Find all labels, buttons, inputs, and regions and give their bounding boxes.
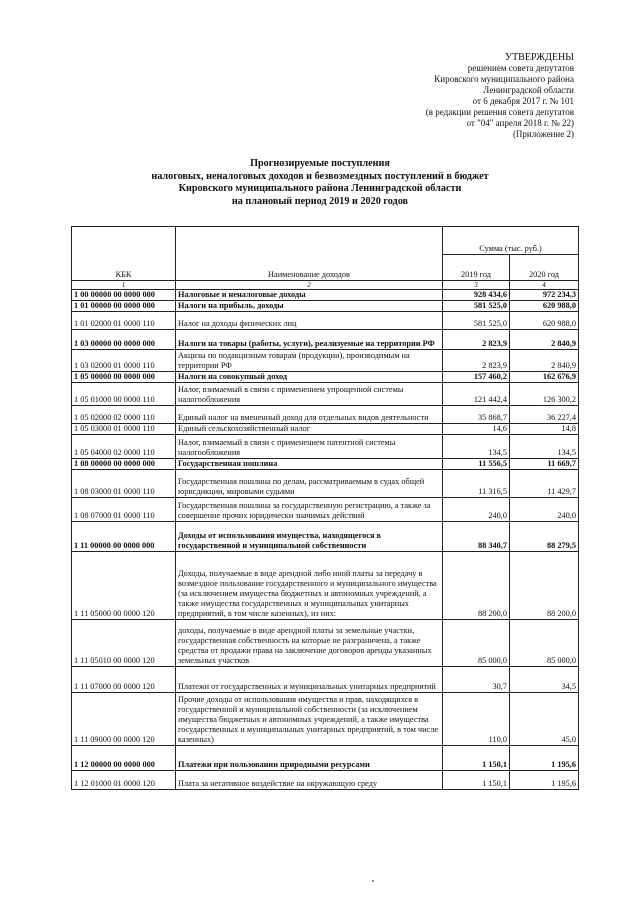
revenue-name-cell: Акцизы по подакцизным товарам (продукции), производимым на территории РФ [176, 350, 443, 372]
table-row [72, 693, 579, 746]
approval-line: Кировского муниципального района [434, 74, 574, 84]
column-index: 2 [176, 281, 443, 290]
header-year-2019: 2019 год [443, 255, 510, 281]
table-row [72, 372, 579, 383]
revenue-name-cell: Налоговые и неналоговые доходы [176, 290, 443, 301]
kbk-cell: 1 03 02000 01 0000 110 [72, 350, 176, 372]
table-row [72, 312, 579, 330]
approval-line: от "04" апреля 2018 г. № 22) [466, 118, 574, 128]
amount-2019-cell: 11 316,5 [443, 470, 510, 498]
revenue-name-cell: Прочие доходы от использования имущества и прав, находящихся в государственной и муниципальной собственности (за исключением имущества бюджетных и автономных учреждений, а также имущества государственных и муниципальных унитарных предприятий, в том числе казенных) [176, 693, 443, 746]
amount-2019-cell: 85 000,0 [443, 620, 510, 667]
approval-line: (в редакции решения совета депутатов [425, 107, 574, 117]
table-row [72, 620, 579, 667]
amount-2020-cell: 14,8 [510, 424, 579, 435]
column-index-row [72, 281, 579, 290]
approval-stamp [314, 52, 574, 140]
amount-2020-cell: 34,5 [510, 667, 579, 693]
revenue-name-cell: Платежи от государственных и муниципальных унитарных предприятий [176, 667, 443, 693]
revenue-name-cell: Плата за негативное воздействие на окружающую среду [176, 771, 443, 790]
amount-2019-cell: 240,0 [443, 498, 510, 522]
kbk-cell: 1 12 01000 01 0000 120 [72, 771, 176, 790]
amount-2019-cell: 2 823,9 [443, 350, 510, 372]
header-kbk: КБК [72, 227, 176, 281]
kbk-cell: 1 05 04000 02 0000 110 [72, 435, 176, 459]
amount-2020-cell: 36 227,4 [510, 406, 579, 424]
approval-line: решением совета депутатов [467, 63, 574, 73]
kbk-cell: 1 08 03000 01 0000 110 [72, 470, 176, 498]
kbk-cell: 1 05 03000 01 0000 110 [72, 424, 176, 435]
kbk-cell: 1 11 05000 00 0000 120 [72, 552, 176, 620]
table-row [72, 383, 579, 406]
kbk-cell: 1 11 00000 00 0000 000 [72, 522, 176, 552]
revenue-name-cell: Налоги на товары (работы, услуги), реализуемые на территории РФ [176, 330, 443, 350]
revenue-name-cell: Налог на доходы физических лиц [176, 312, 443, 330]
amount-2019-cell: 1 150,1 [443, 771, 510, 790]
amount-2020-cell: 620 988,0 [510, 312, 579, 330]
revenue-name-cell: Доходы от использования имущества, находящегося в государственной и муниципальной собственности [176, 522, 443, 552]
table-row [72, 522, 579, 552]
kbk-cell: 1 11 05010 00 0000 120 [72, 620, 176, 667]
kbk-cell: 1 01 02000 01 0000 110 [72, 312, 176, 330]
column-index: 1 [72, 281, 176, 290]
amount-2019-cell: 110,0 [443, 693, 510, 746]
revenue-name-cell: Налоги на совокупный доход [176, 372, 443, 383]
kbk-cell: 1 12 00000 00 0000 000 [72, 746, 176, 771]
amount-2020-cell: 162 676,9 [510, 372, 579, 383]
amount-2020-cell: 11 429,7 [510, 470, 579, 498]
table-row [72, 667, 579, 693]
revenue-name-cell: Налоги на прибыль, доходы [176, 301, 443, 312]
title-line: налоговых, неналоговых доходов и безвозмездных поступлений в бюджет [151, 170, 489, 182]
amount-2019-cell: 11 556,5 [443, 459, 510, 470]
amount-2019-cell: 35 868,7 [443, 406, 510, 424]
revenue-name-cell: Платежи при пользовании природными ресурсами [176, 746, 443, 771]
revenue-name-cell: Налог, взимаемый в связи с применением патентной системы налогообложения [176, 435, 443, 459]
table-row [72, 459, 579, 470]
table-row [72, 406, 579, 424]
kbk-cell: 1 05 01000 00 0000 110 [72, 383, 176, 406]
table-row [72, 771, 579, 790]
revenue-name-cell: Государственная пошлина [176, 459, 443, 470]
amount-2019-cell: 134,5 [443, 435, 510, 459]
amount-2020-cell: 620 988,0 [510, 301, 579, 312]
amount-2020-cell: 2 840,9 [510, 350, 579, 372]
kbk-cell: 1 05 00000 00 0000 000 [72, 372, 176, 383]
revenue-table [71, 226, 579, 790]
amount-2019-cell: 157 460,2 [443, 372, 510, 383]
revenue-name-cell: Доходы, получаемые в виде арендной либо иной платы за передачу в возмездное пользование государственного и муниципального имущества (за исключением имущества бюджетных и автономных учреждений, а также имущества государственных и муниципальных унитарных предприятий, в том числе казенных), из них: [176, 552, 443, 620]
table-row [72, 498, 579, 522]
amount-2020-cell: 85 000,0 [510, 620, 579, 667]
approval-line: Ленинградской области [483, 85, 574, 95]
table-row [72, 746, 579, 771]
kbk-cell: 1 11 07000 00 0000 120 [72, 667, 176, 693]
amount-2020-cell: 11 669,7 [510, 459, 579, 470]
approval-line: (Приложение 2) [512, 129, 574, 139]
kbk-cell: 1 03 00000 00 0000 000 [72, 330, 176, 350]
title-line: Кировского муниципального района Ленинградской области [178, 183, 462, 194]
kbk-cell: 1 11 09000 00 0000 120 [72, 693, 176, 746]
amount-2019-cell: 928 434,6 [443, 290, 510, 301]
scan-speck [372, 880, 374, 882]
amount-2020-cell: 126 300,2 [510, 383, 579, 406]
table-row [72, 301, 579, 312]
document-title [0, 158, 640, 208]
revenue-name-cell: Государственная пошлина по делам, рассматриваемым в судах общей юрисдикции, мировыми судьями [176, 470, 443, 498]
amount-2020-cell: 2 840,9 [510, 330, 579, 350]
revenue-name-cell: Единый сельскохозяйственный налог [176, 424, 443, 435]
table-row [72, 330, 579, 350]
amount-2020-cell: 1 195,6 [510, 771, 579, 790]
header-sum: Сумма (тыс. руб.) [443, 227, 579, 255]
revenue-name-cell: Государственная пошлина за государственную регистрацию, а также за совершение прочих юридически значимых действий [176, 498, 443, 522]
amount-2019-cell: 88 200,0 [443, 552, 510, 620]
amount-2020-cell: 88 200,0 [510, 552, 579, 620]
amount-2019-cell: 88 340,7 [443, 522, 510, 552]
revenue-name-cell: Налог, взимаемый в связи с применением упрощенной системы налогообложения [176, 383, 443, 406]
amount-2019-cell: 581 525,0 [443, 301, 510, 312]
amount-2019-cell: 1 150,1 [443, 746, 510, 771]
column-index: 3 [443, 281, 510, 290]
table-row [72, 350, 579, 372]
column-index: 4 [510, 281, 579, 290]
amount-2019-cell: 2 823,9 [443, 330, 510, 350]
amount-2019-cell: 30,7 [443, 667, 510, 693]
amount-2019-cell: 14,6 [443, 424, 510, 435]
header-year-2020: 2020 год [510, 255, 579, 281]
amount-2020-cell: 134,5 [510, 435, 579, 459]
header-name: Наименование доходов [176, 227, 443, 281]
title-line: Прогнозируемые поступления [250, 158, 390, 169]
amount-2020-cell: 240,0 [510, 498, 579, 522]
amount-2020-cell: 972 234,3 [510, 290, 579, 301]
approval-line: от 6 декабря 2017 г. № 101 [472, 96, 574, 106]
amount-2020-cell: 88 279,5 [510, 522, 579, 552]
table-row [72, 435, 579, 459]
revenue-name-cell: доходы, получаемые в виде арендной платы за земельные участки, государственная собственность на которые не разграничена, а также средства от продажи права на заключение договоров аренды указанных земельных участков [176, 620, 443, 667]
amount-2020-cell: 45,0 [510, 693, 579, 746]
table-row [72, 290, 579, 301]
revenue-name-cell: Единый налог на вмененный доход для отдельных видов деятельности [176, 406, 443, 424]
amount-2019-cell: 121 442,4 [443, 383, 510, 406]
kbk-cell: 1 01 00000 00 0000 000 [72, 301, 176, 312]
kbk-cell: 1 08 00000 00 0000 000 [72, 459, 176, 470]
kbk-cell: 1 00 00000 00 0000 000 [72, 290, 176, 301]
amount-2019-cell: 581 525,0 [443, 312, 510, 330]
kbk-cell: 1 05 02000 02 0000 110 [72, 406, 176, 424]
amount-2020-cell: 1 195,6 [510, 746, 579, 771]
table-row [72, 470, 579, 498]
title-line: на плановый период 2019 и 2020 годов [231, 195, 409, 207]
table-row [72, 424, 579, 435]
kbk-cell: 1 08 07000 01 0000 110 [72, 498, 176, 522]
approval-heading: УТВЕРЖДЕНЫ [504, 52, 574, 63]
table-row [72, 552, 579, 620]
